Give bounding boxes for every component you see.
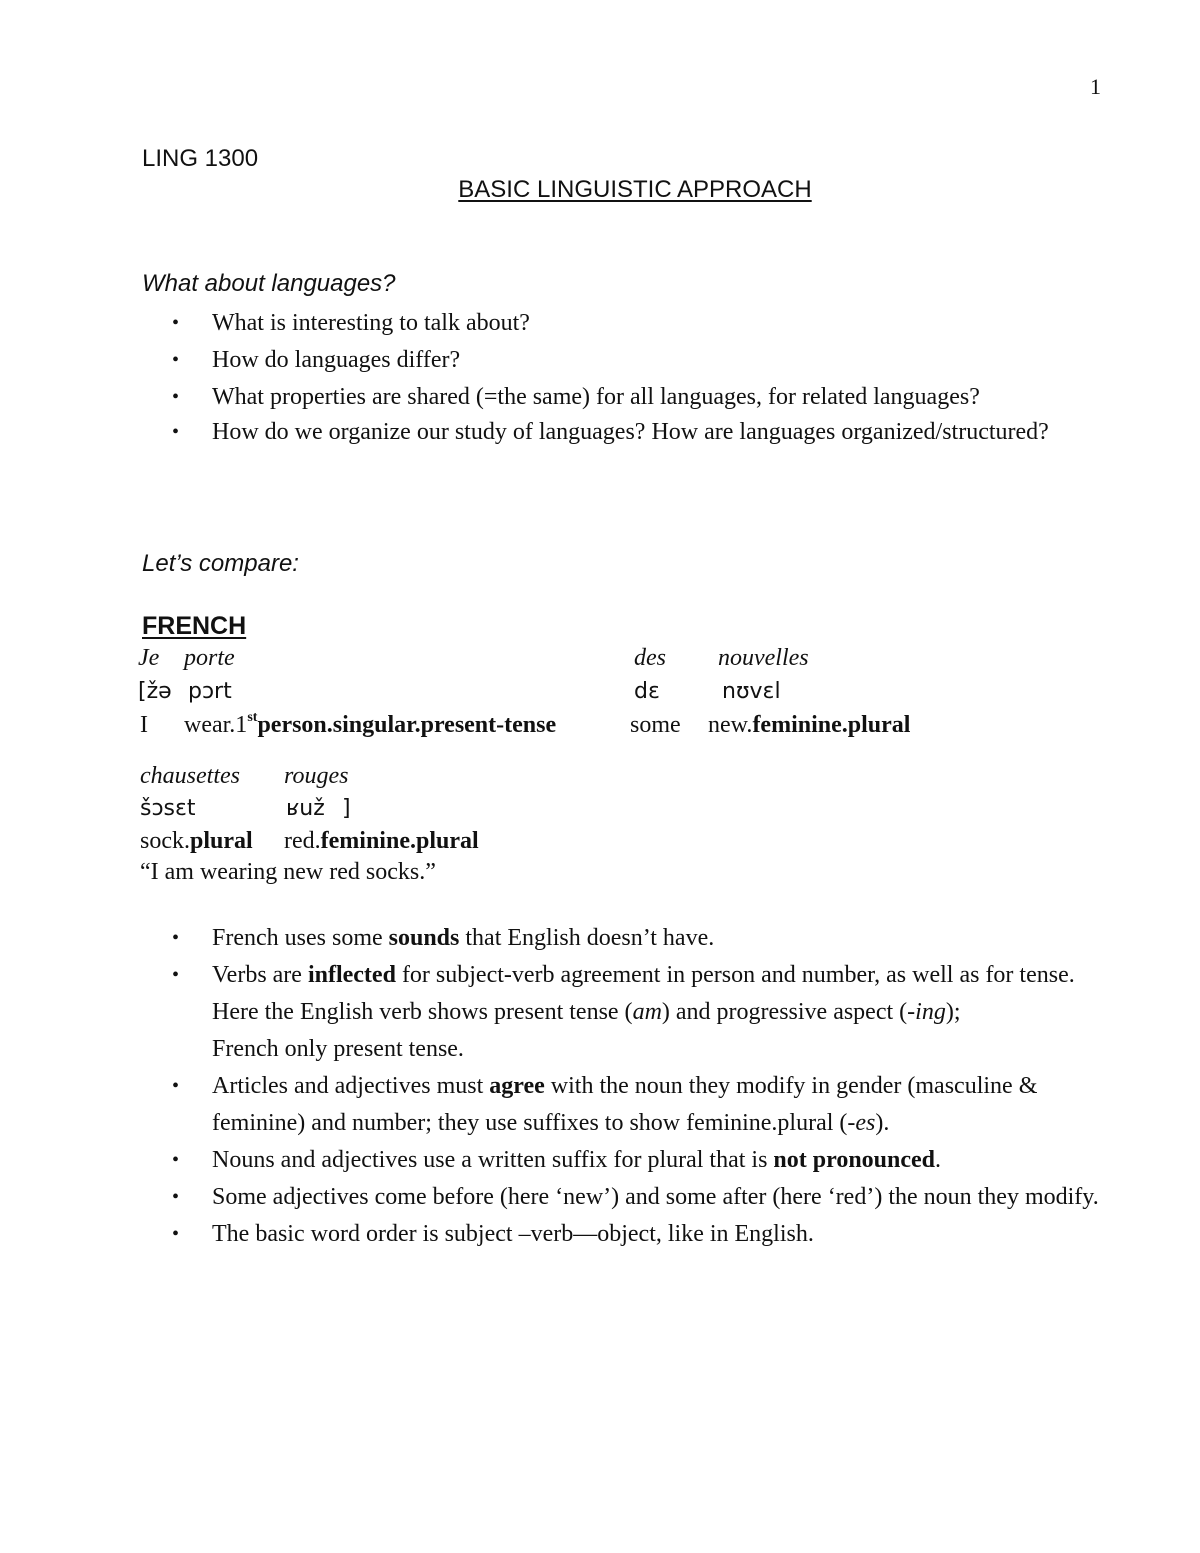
ipa-rouges: ʁuž [286, 796, 325, 821]
ipa-des: dɛ [634, 679, 660, 704]
gloss-sock: sock.plural [140, 828, 253, 854]
gloss-i: I [140, 712, 148, 738]
orth-des: des [634, 645, 666, 671]
list-item: • The basic word order is subject –verb—object, like in English. [172, 1216, 1102, 1253]
ipa-nouvelles: nʊvɛl [722, 679, 781, 704]
orth-chausettes: chausettes [140, 763, 240, 789]
orth-rouges: rouges [284, 763, 349, 789]
orth-nouvelles: nouvelles [718, 645, 809, 671]
list-item: • Articles and adjectives must agree with the noun they modify in gender (masculine & feminine) and number; they use suffixes to show feminine.plural (-es). [172, 1068, 1102, 1142]
list-item: • How do we organize our study of languages? How are languages organized/structured? [172, 416, 1102, 449]
section-heading-compare: Let’s compare: [142, 550, 299, 577]
gloss-wear: wear.1stperson.singular.present-tense [184, 710, 557, 738]
list-item: • Some adjectives come before (here ‘new’) and some after (here ‘red’) the noun they modify. [172, 1179, 1102, 1216]
ipa-close-bracket: ] [342, 796, 351, 821]
gloss-red: red.feminine.plural [284, 828, 479, 854]
document-title: BASIC LINGUISTIC APPROACH [458, 176, 812, 203]
translation: “I am wearing new red socks.” [140, 859, 436, 885]
list-item: • What properties are shared (=the same) for all languages, for related languages? [172, 379, 1102, 416]
course-code: LING 1300 [142, 145, 259, 172]
ipa-je: [žə [138, 679, 172, 704]
ipa-porte: pɔrt [188, 679, 232, 704]
section-heading-languages: What about languages? [142, 270, 396, 297]
list-item: • How do languages differ? [172, 342, 1102, 379]
french-heading: FRENCH [142, 612, 247, 640]
ipa-chausettes: šɔsɛt [140, 796, 196, 821]
gloss-some: some [630, 712, 681, 738]
list-item: • Verbs are inflected for subject-verb agreement in person and number, as well as for tense. Here the English verb shows present tense (am) and progressive aspect (-ing); French only present tense. [172, 957, 1102, 1068]
list-item: • French uses some sounds that English doesn’t have. [172, 920, 1102, 957]
questions-list [172, 305, 1102, 449]
gloss-new: new.feminine.plural [708, 712, 911, 738]
list-item: • What is interesting to talk about? [172, 305, 1102, 342]
orth-je: Je [138, 645, 160, 671]
page-number: 1 [1090, 74, 1101, 99]
observations-list [172, 920, 1102, 1253]
orth-porte: porte [184, 645, 235, 671]
list-item: • Nouns and adjectives use a written suffix for plural that is not pronounced. [172, 1142, 1102, 1179]
